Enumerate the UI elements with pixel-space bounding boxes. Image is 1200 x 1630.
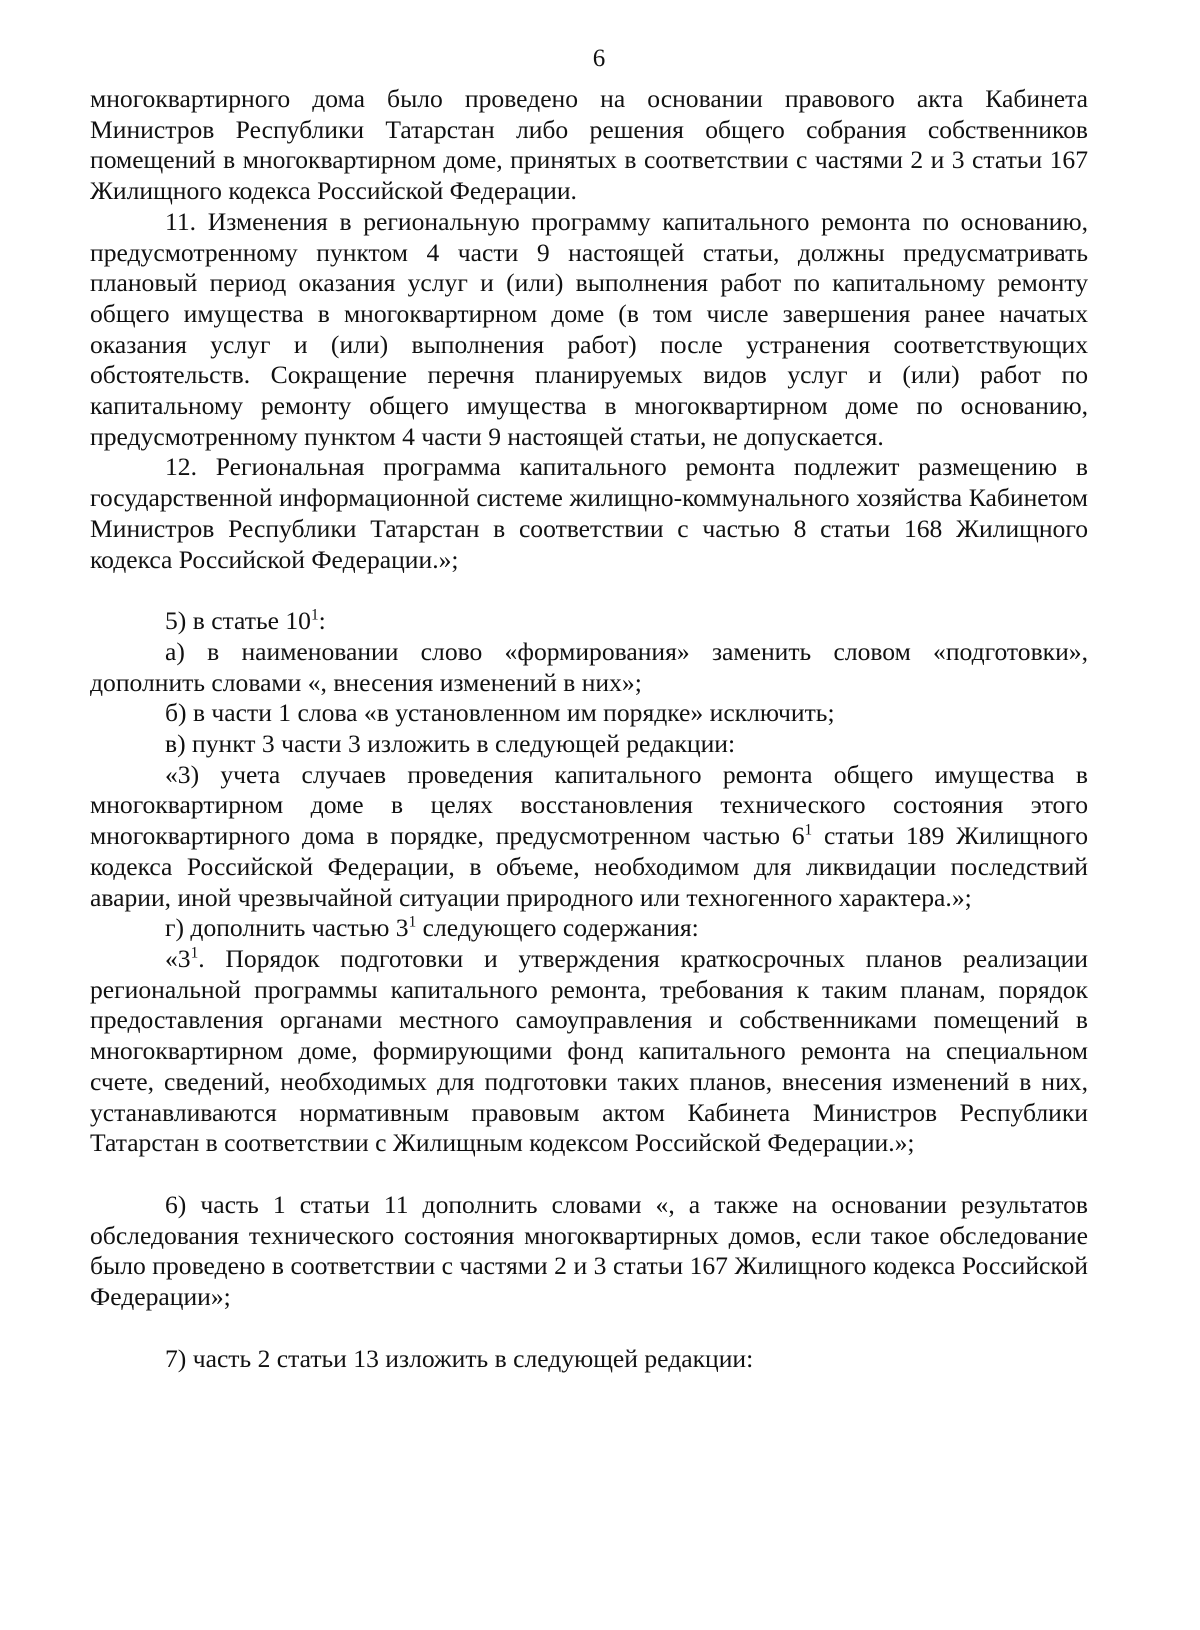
text-run: 6) часть 1 статьи 11 дополнить словами «, а также на основании результатов обследования технического состояния многоквартирных домов, если такое обследование было проведено в соответствии с частями 2 и 3 статьи 167 Жилищного кодекса Российской Федерации»; <box>90 1189 1088 1312</box>
paragraph <box>90 913 1088 944</box>
paragraph <box>90 1344 1088 1375</box>
paragraph-spacer <box>90 575 1088 606</box>
paragraph <box>90 1190 1088 1313</box>
text-run: 7) часть 2 статьи 13 изложить в следующей редакции: <box>165 1343 754 1373</box>
text-run: «3 <box>165 943 191 973</box>
paragraph <box>90 452 1088 575</box>
text-run: следующего содержания: <box>416 913 699 943</box>
paragraph <box>90 760 1088 914</box>
text-run: статьи 189 Жилищного кодекса Российской Федерации, в объеме, необходимом для ликвидации последствий аварии, иной чрезвычайной ситуации природного или техногенного характера.»; <box>90 821 1088 912</box>
document-body <box>90 84 1088 1374</box>
paragraph <box>90 944 1088 1159</box>
text-run: : <box>318 606 326 636</box>
text-run: в) пункт 3 части 3 изложить в следующей редакции: <box>165 729 736 759</box>
superscript: 1 <box>310 606 319 624</box>
paragraph <box>90 84 1088 207</box>
page-number: 6 <box>592 45 606 72</box>
superscript: 1 <box>190 944 199 962</box>
paragraph <box>90 207 1088 453</box>
paragraph <box>90 729 1088 760</box>
paragraph <box>90 606 1088 637</box>
paragraph <box>90 698 1088 729</box>
text-run: 11. Изменения в региональную программу капитального ремонта по основанию, предусмотренному пунктом 4 части 9 настоящей статьи, должны предусматривать плановый период оказания услуг и (или) выполнения работ по капитальному ремонту общего имущества в многоквартирном доме (в том числе завершения ранее начатых оказания услуг и (или) выполнения работ) после устранения соответствующих обстоятельств. Сокращение перечня планируемых видов услуг и (или) работ по капитальному ремонту общего имущества в многоквартирном доме по основанию, предусмотренному пунктом 4 части 9 настоящей статьи, не допускается. <box>90 206 1088 451</box>
paragraph <box>90 637 1088 698</box>
paragraph-spacer <box>90 1313 1088 1344</box>
text-run: 5) в статье 10 <box>165 606 311 636</box>
superscript: 1 <box>408 913 417 931</box>
text-run: г) дополнить частью 3 <box>165 913 409 943</box>
text-run: а) в наименовании слово «формирования» заменить словом «подготовки», дополнить словами «, внесения изменений в них»; <box>90 636 1088 697</box>
superscript: 1 <box>804 821 813 839</box>
text-run: многоквартирного дома было проведено на основании правового акта Кабинета Министров Республики Татарстан либо решения общего собрания собственников помещений в многоквартирном доме, принятых в соответствии с частями 2 и 3 статьи 167 Жилищного кодекса Российской Федерации. <box>90 84 1088 206</box>
text-run: «3) учета случаев проведения капитального ремонта общего имущества в многоквартирном доме в целях восстановления технического состояния этого многоквартирного дома в порядке, предусмотренном частью 6 <box>90 759 1088 851</box>
paragraph-spacer <box>90 1159 1088 1190</box>
text-run: б) в части 1 слова «в установленном им порядке» исключить; <box>165 698 835 728</box>
text-run: 12. Региональная программа капитального ремонта подлежит размещению в государственной информационной системе жилищно-коммунального хозяйства Кабинетом Министров Республики Татарстан в соответствии с частью 8 статьи 168 Жилищного кодекса Российской Федерации.»; <box>90 452 1088 574</box>
text-run: . Порядок подготовки и утверждения краткосрочных планов реализации региональной программы капитального ремонта, требования к таким планам, порядок предоставления органами местного самоуправления и собственниками помещений в многоквартирном доме, формирующими фонд капитального ремонта на специальном счете, сведений, необходимых для подготовки таких планов, внесения изменений в них, устанавливаются нормативным правовым актом Кабинета Министров Республики Татарстан в соответствии с Жилищным кодексом Российской Федерации.»; <box>90 943 1088 1158</box>
